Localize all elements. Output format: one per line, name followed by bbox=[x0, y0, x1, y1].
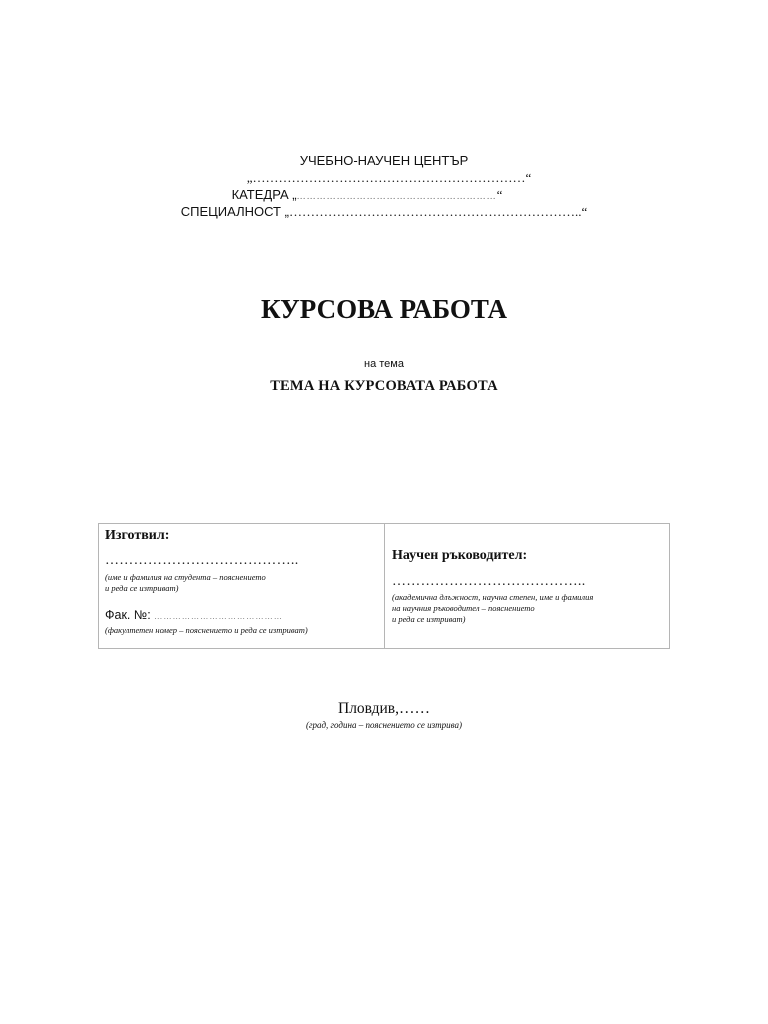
center-name-placeholder bbox=[0, 169, 768, 186]
author-supervisor-table bbox=[98, 523, 670, 649]
specialty-dots: ………………………………………………………….. bbox=[288, 204, 582, 219]
author-name-note-line2: и реда се изтриват) bbox=[105, 583, 179, 593]
supervisor-heading: Научен ръководител: bbox=[392, 548, 528, 563]
topic-title: ТЕМА НА КУРСОВАТА РАБОТА bbox=[270, 378, 498, 394]
place-year-note: (град, година – пояснението се изтрива) bbox=[305, 720, 463, 730]
supervisor-note-line1: (академична длъжност, научна степен, име и фамилия bbox=[392, 592, 594, 602]
department-dots: …………………………………………………… bbox=[296, 191, 497, 201]
supervisor-cell bbox=[385, 524, 669, 648]
on-topic-label: на тема bbox=[364, 358, 404, 370]
place-year: Пловдив,…… bbox=[338, 700, 430, 717]
department-close-quote: “ bbox=[496, 187, 503, 202]
author-name-note-line1: (име и фамилия на студента – пояснението bbox=[105, 572, 266, 582]
author-cell bbox=[99, 524, 385, 648]
document-title: КУРСОВА РАБОТА bbox=[260, 294, 508, 324]
specialty-label: СПЕЦИАЛНОСТ „ bbox=[180, 204, 289, 219]
supervisor-name-dots: ………………………………….. bbox=[392, 574, 586, 589]
faculty-number-dots: …………………………………… bbox=[154, 612, 284, 621]
specialty-line bbox=[0, 203, 768, 220]
author-name-dots: ………………………………….. bbox=[105, 553, 299, 568]
author-heading: Изготвил: bbox=[105, 528, 170, 543]
supervisor-note-line3: и реда се изтриват) bbox=[392, 614, 466, 624]
supervisor-note-line2: на научния ръководител – пояснението bbox=[392, 603, 535, 613]
department-label: КАТЕДРА „ bbox=[231, 187, 297, 202]
faculty-number-note: (факултетен номер – пояснението и реда се изтриват) bbox=[105, 625, 308, 635]
center-label: УЧЕБНО-НАУЧЕН ЦЕНТЪР bbox=[299, 153, 469, 168]
center-name-dots: „………………………………………………………“ bbox=[246, 170, 532, 185]
specialty-close-quote: “ bbox=[581, 204, 588, 219]
faculty-number-label: Фак. №: bbox=[105, 608, 151, 622]
faculty-number-line bbox=[105, 608, 283, 624]
